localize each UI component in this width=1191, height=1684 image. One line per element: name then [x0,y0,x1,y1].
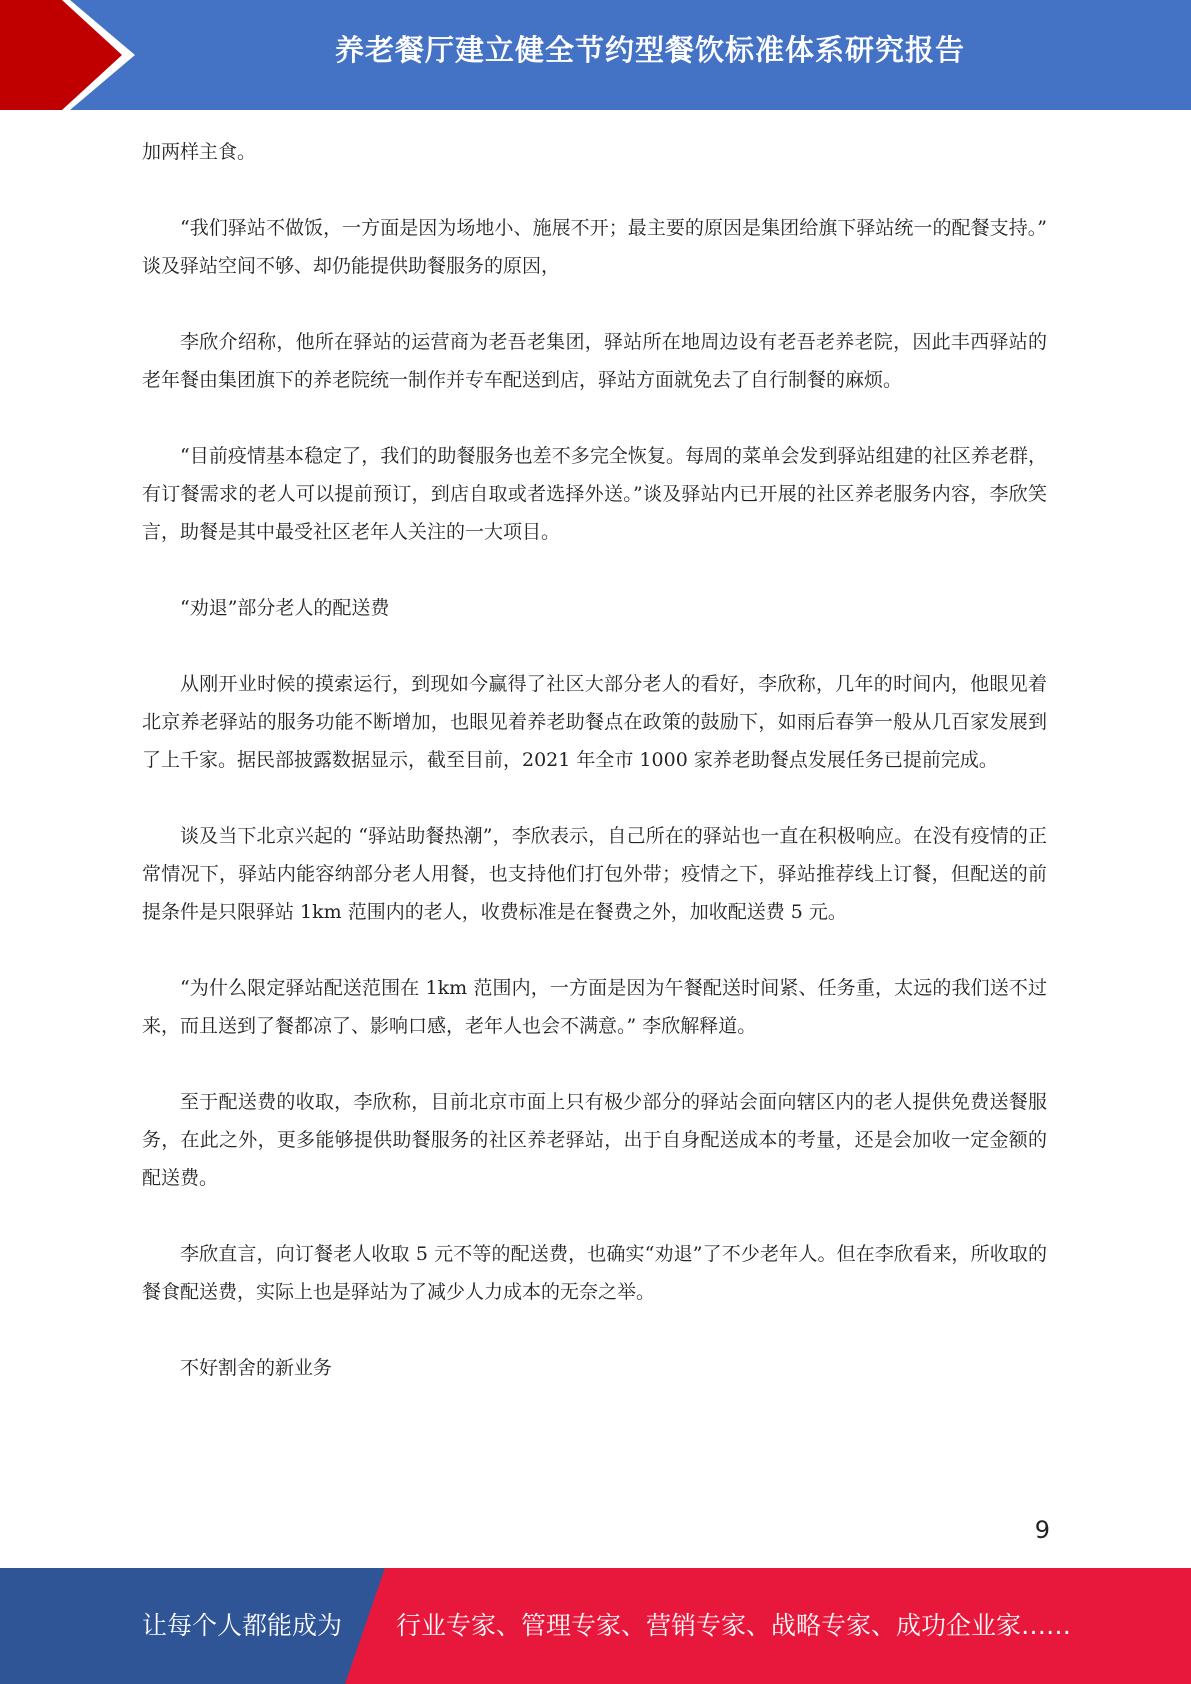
paragraph: 加两样主食。 [142,141,257,163]
header-title: 养老餐厅建立健全节约型餐饮标准体系研究报告 [334,33,965,67]
paragraph: 从刚开业时候的摸索运行，到现如今赢得了社区大部分老人的看好，李欣称，几年的时间内，他眼见着北京养老驿站的服务功能不断增加，也眼见着养老助餐点在政策的鼓励下，如雨后春笋一般从几百家发展到了上千家。据民部披露数据显示，截至目前，2021 年全市 1000 家养老助餐点发展任务已提前完成。 [142,673,1047,771]
paragraph: “目前疫情基本稳定了，我们的助餐服务也差不多完全恢复。每周的菜单会发到驿站组建的社区养老群，有订餐需求的老人可以提前预订，到店自取或者选择外送。”谈及驿站内已开展的社区养老服务内容，李欣笑言，助餐是其中最受社区老年人关注的一大项目。 [142,445,1047,543]
article-body [142,133,1047,1425]
paragraph: 李欣介绍称，他所在驿站的运营商为老吾老集团，驿站所在地周边设有老吾老养老院，因此丰西驿站的老年餐由集团旗下的养老院统一制作并专车配送到店，驿站方面就免去了自行制餐的麻烦。 [142,331,1047,391]
paragraph: 李欣直言，向订餐老人收取 5 元不等的配送费，也确实“劝退”了不少老年人。但在李欣看来，所收取的餐食配送费，实际上也是驿站为了减少人力成本的无奈之举。 [142,1243,1047,1303]
section-heading: “劝退”部分老人的配送费 [180,597,390,619]
paragraph: 谈及当下北京兴起的 “驿站助餐热潮”，李欣表示，自己所在的驿站也一直在积极响应。在没有疫情的正常情况下，驿站内能容纳部分老人用餐，也支持他们打包外带；疫情之下，驿站推荐线上订餐，但配送的前提条件是只限驿站 1km 范围内的老人，收费标准是在餐费之外，加收配送费 5 元。 [142,825,1047,923]
paragraph: 至于配送费的收取，李欣称，目前北京市面上只有极少部分的驿站会面向辖区内的老人提供免费送餐服务，在此之外，更多能够提供助餐服务的社区养老驿站，出于自身配送成本的考量，还是会加收一定金额的配送费。 [142,1091,1047,1189]
page-header [0,0,1191,110]
page-number: 9 [1034,1516,1050,1544]
footer-slogan-right: 行业专家、管理专家、营销专家、战略专家、成功企业家…… [396,1611,1072,1640]
paragraph: “我们驿站不做饭，一方面是因为场地小、施展不开；最主要的原因是集团给旗下驿站统一的配餐支持。” 谈及驿站空间不够、却仍能提供助餐服务的原因， [142,217,1047,277]
page-footer [0,1568,1191,1684]
section-heading: 不好割舍的新业务 [180,1357,333,1379]
footer-slogan-left: 让每个人都能成为 [142,1611,343,1640]
paragraph: “为什么限定驿站配送范围在 1km 范围内，一方面是因为午餐配送时间紧、任务重，太远的我们送不过来，而且送到了餐都凉了、影响口感，老年人也会不满意。” 李欣解释道。 [142,977,1047,1037]
